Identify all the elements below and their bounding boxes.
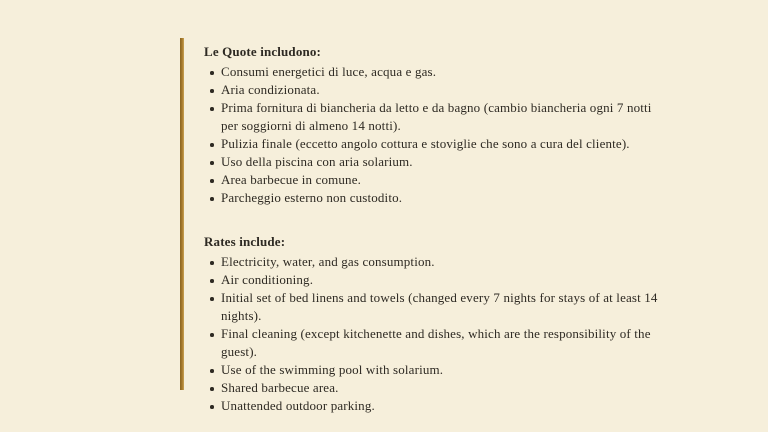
bullet-list bbox=[204, 63, 660, 207]
list-item: Air conditioning. bbox=[221, 271, 660, 289]
section-title: Rates include: bbox=[204, 234, 286, 249]
list-item: Parcheggio esterno non custodito. bbox=[221, 189, 660, 207]
list-item: Initial set of bed linens and towels (changed every 7 nights for stays of at least 14 nights). bbox=[221, 289, 660, 325]
list-item: Prima fornitura di biancheria da letto e da bagno (cambio biancheria ogni 7 notti per soggiorni di almeno 14 notti). bbox=[221, 99, 660, 135]
list-item: Final cleaning (except kitchenette and dishes, which are the responsibility of the guest). bbox=[221, 325, 660, 361]
list-item: Pulizia finale (eccetto angolo cottura e stoviglie che sono a cura del cliente). bbox=[221, 135, 660, 153]
section-title: Le Quote includono: bbox=[204, 44, 321, 59]
list-item: Uso della piscina con aria solarium. bbox=[221, 153, 660, 171]
content-area bbox=[204, 43, 660, 415]
bullet-list bbox=[204, 253, 660, 415]
list-section bbox=[204, 43, 660, 207]
vertical-accent-line bbox=[180, 38, 184, 390]
list-item: Shared barbecue area. bbox=[221, 379, 660, 397]
list-item: Electricity, water, and gas consumption. bbox=[221, 253, 660, 271]
list-item: Area barbecue in comune. bbox=[221, 171, 660, 189]
list-section bbox=[204, 233, 660, 415]
list-item: Consumi energetici di luce, acqua e gas. bbox=[221, 63, 660, 81]
list-item: Unattended outdoor parking. bbox=[221, 397, 660, 415]
list-item: Aria condizionata. bbox=[221, 81, 660, 99]
list-item: Use of the swimming pool with solarium. bbox=[221, 361, 660, 379]
